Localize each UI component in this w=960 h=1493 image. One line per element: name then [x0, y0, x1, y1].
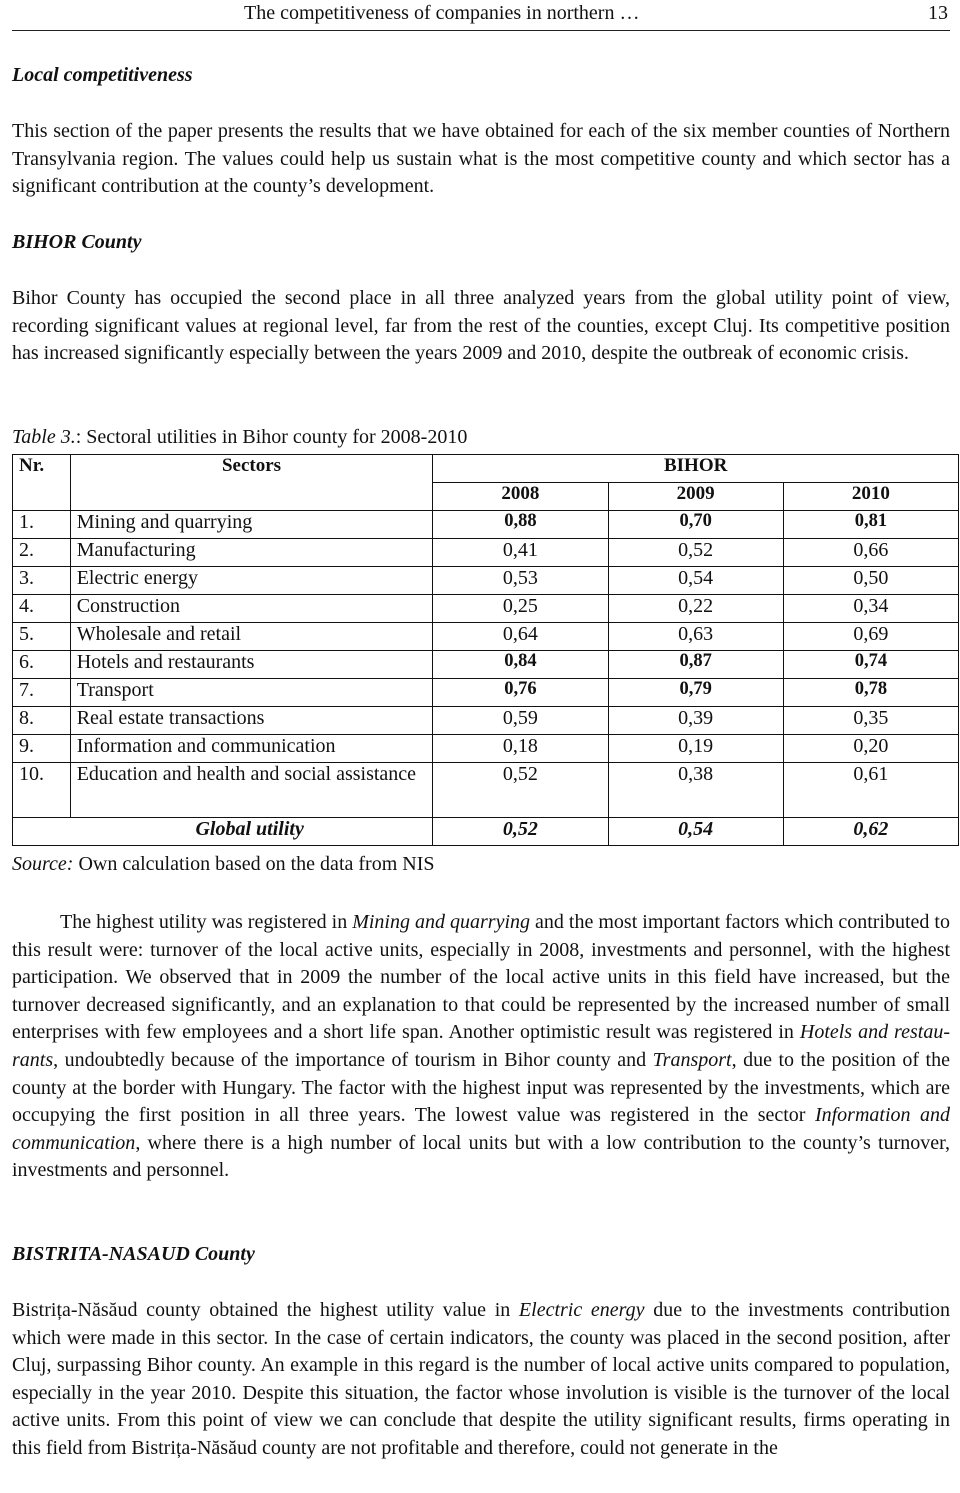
- global-value-2008: 0,52: [433, 818, 608, 846]
- analysis-em-transport: Transport: [652, 1048, 732, 1071]
- row-sector: Information and communication: [70, 735, 433, 763]
- table-row: [13, 763, 959, 818]
- bihor-heading: BIHOR County: [12, 231, 142, 253]
- row-sector: Wholesale and retail: [70, 623, 433, 651]
- row-value-2008: 0,52: [433, 763, 608, 818]
- bistrita-em-electric: Electric energy: [518, 1299, 645, 1321]
- intro-paragraph: This section of the paper presents the results that we have obtained for each of the six member counties of Northern Transylvania region. The values could help us sustain what is the most competitive county and which sector has a significant contribution at the county’s development.: [12, 120, 950, 198]
- header-bihor: BIHOR: [433, 455, 959, 483]
- table-caption-label: Table 3.: [12, 426, 76, 448]
- section-title: Local competitiveness: [12, 64, 193, 86]
- row-value-2010: 0,34: [783, 595, 958, 623]
- analysis-text: , undoubtedly because of the importance of tourism in Bihor county and: [53, 1048, 653, 1071]
- table-row: [13, 623, 959, 651]
- row-value-2008: 0,59: [433, 707, 608, 735]
- header-year-2008: 2008: [433, 483, 608, 511]
- header-year-2009: 2009: [608, 483, 783, 511]
- global-value-2009: 0,54: [608, 818, 783, 846]
- table-row: [13, 567, 959, 595]
- row-value-2010: 0,66: [783, 539, 958, 567]
- row-value-2010: 0,74: [783, 651, 958, 679]
- row-value-2009: 0,19: [608, 735, 783, 763]
- row-value-2008: 0,76: [433, 679, 608, 707]
- bistrita-text: due to the investments contribution which were made in this sector. In the case of certain indicators, the county was placed in the second position, after Cluj, surpassing Bihor county. An example in this regard is the number of local active units compared to population, especially in the year 2010. Despite this situation, the factor whose involution is visible is the turnover of the local active units. From this point of view we can conclude that despite the utility significant results, firms operating in this field from Bistrița-Năsăud county are not profitable and therefore, could not generate in the: [12, 1299, 951, 1459]
- source-text: Own calculation based on the data from NIS: [73, 853, 435, 875]
- analysis-text: , due to the position of the county at the border with Hungary. The factor with the highest input was represented by the investments, which are occupying the first position in all three years. The lowest value was registered in the sector: [12, 1048, 950, 1127]
- row-value-2009: 0,22: [608, 595, 783, 623]
- row-sector: Real estate transactions: [70, 707, 433, 735]
- row-sector: Hotels and restaurants: [70, 651, 433, 679]
- bistrita-heading: BISTRITA-NASAUD County: [12, 1243, 255, 1265]
- table-header-row: [13, 455, 959, 483]
- row-nr: 8.: [13, 707, 71, 735]
- table-row: [13, 707, 959, 735]
- bistrita-text: Bistrița-Năsăud county obtained the highest utility value in: [12, 1299, 519, 1321]
- running-header: [12, 0, 950, 31]
- running-title: The competitiveness of companies in northern …: [244, 2, 640, 24]
- row-nr: 3.: [13, 567, 71, 595]
- row-value-2008: 0,25: [433, 595, 608, 623]
- row-value-2009: 0,87: [608, 651, 783, 679]
- bistrita-paragraph: [12, 1297, 950, 1463]
- row-value-2009: 0,70: [608, 511, 783, 539]
- row-nr: 1.: [13, 511, 71, 539]
- row-value-2008: 0,53: [433, 567, 608, 595]
- row-value-2009: 0,54: [608, 567, 783, 595]
- source-label: Source:: [12, 853, 74, 875]
- row-value-2009: 0,79: [608, 679, 783, 707]
- row-value-2009: 0,39: [608, 707, 783, 735]
- page-number: 13: [928, 2, 948, 24]
- analysis-em-hotels: Hotels and restaurants: [12, 1021, 950, 1071]
- row-nr: 5.: [13, 623, 71, 651]
- row-nr: 2.: [13, 539, 71, 567]
- row-value-2010: 0,50: [783, 567, 958, 595]
- bihor-paragraph: Bihor County has occupied the second place in all three analyzed years from the global utility point of view, recording significant values at regional level, far from the rest of the counties, except Cluj. Its competitive position has increased significantly especially between the years 2009 and 2010, despite the outbreak of economic crisis.: [12, 287, 950, 365]
- row-sector: Construction: [70, 595, 433, 623]
- row-value-2009: 0,52: [608, 539, 783, 567]
- table-source: [12, 853, 434, 876]
- row-value-2010: 0,20: [783, 735, 958, 763]
- row-sector: Transport: [70, 679, 433, 707]
- row-nr: 10.: [13, 763, 71, 818]
- analysis-em-info: Information and communication: [12, 1104, 950, 1154]
- row-value-2008: 0,41: [433, 539, 608, 567]
- table-row: [13, 539, 959, 567]
- table-caption: [12, 426, 467, 449]
- row-value-2010: 0,61: [783, 763, 958, 818]
- row-value-2010: 0,78: [783, 679, 958, 707]
- header-year-2010: 2010: [783, 483, 958, 511]
- table-row: [13, 651, 959, 679]
- row-value-2008: 0,84: [433, 651, 608, 679]
- row-sector: Electric energy: [70, 567, 433, 595]
- header-sectors: Sectors: [70, 455, 433, 511]
- global-value-2010: 0,62: [783, 818, 958, 846]
- row-sector: Manufacturing: [70, 539, 433, 567]
- table-row: [13, 735, 959, 763]
- table-row: [13, 595, 959, 623]
- table-caption-text: : Sectoral utilities in Bihor county for 2008-2010: [75, 426, 468, 448]
- analysis-text: and the most important factors which contributed to this result were: turnover of the local active units, especially in 2008, investments and personnel, with the highest participation. We observed that in 2009 the number of the local active units in this field have increased, but the turnover decreased significantly, and an explanation to that could be represented by the increased number of small enterprises with few employees and a short life span. Another optimistic result was registered in: [12, 911, 950, 1044]
- row-value-2008: 0,88: [433, 511, 608, 539]
- analysis-text: The highest utility was registered in: [60, 911, 353, 933]
- row-value-2008: 0,18: [433, 735, 608, 763]
- row-value-2009: 0,63: [608, 623, 783, 651]
- row-value-2010: 0,69: [783, 623, 958, 651]
- row-nr: 7.: [13, 679, 71, 707]
- row-nr: 6.: [13, 651, 71, 679]
- sectoral-utilities-table: [12, 454, 959, 846]
- analysis-paragraph: [12, 909, 950, 1185]
- row-sector: Mining and quarrying: [70, 511, 433, 539]
- row-sector: Education and health and social assistance: [70, 763, 433, 818]
- row-value-2010: 0,35: [783, 707, 958, 735]
- header-nr: Nr.: [13, 455, 71, 511]
- row-value-2010: 0,81: [783, 511, 958, 539]
- table-row: [13, 679, 959, 707]
- analysis-em-mining: Mining and quarrying: [352, 911, 531, 933]
- table-row: [13, 511, 959, 539]
- global-utility-row: [13, 818, 959, 846]
- row-nr: 9.: [13, 735, 71, 763]
- row-value-2009: 0,38: [608, 763, 783, 818]
- row-value-2008: 0,64: [433, 623, 608, 651]
- analysis-text: , where there is a high number of local units but with a low contribution to the county’s turnover, investments and personnel.: [12, 1131, 950, 1182]
- global-utility-label: Global utility: [13, 818, 433, 846]
- row-nr: 4.: [13, 595, 71, 623]
